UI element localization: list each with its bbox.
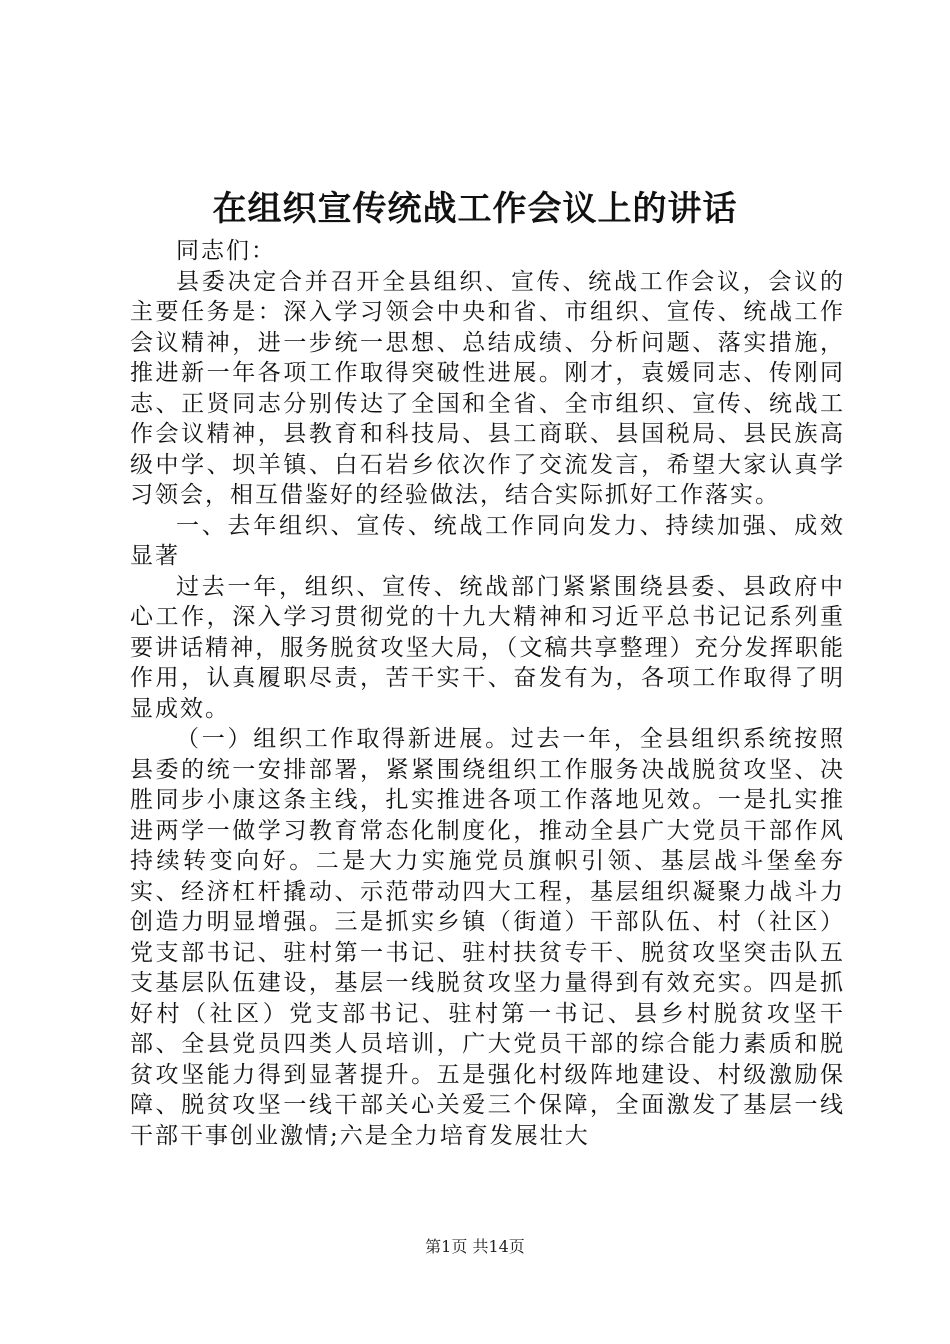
summary-paragraph: 过去一年，组织、宣传、统战部门紧紧围绕县委、县政府中心工作，深入学习贯彻党的十九大精神和习近平总书记记系列重要讲话精神，服务脱贫攻坚大局，（文稿共享整理）充分发挥职能作用，认真履职尽责，苦干实干、奋发有为，各项工作取得了明显成效。 bbox=[130, 573, 845, 722]
page-number: 第1页 共14页 bbox=[425, 1237, 525, 1256]
salutation-paragraph: 同志们： bbox=[176, 238, 276, 264]
document-body bbox=[130, 236, 845, 1151]
document-title: 在组织宣传统战工作会议上的讲话 bbox=[212, 189, 738, 229]
section-heading: 一、去年组织、宣传、统战工作同向发力、持续加强、成效显著 bbox=[130, 512, 845, 569]
organization-work-paragraph: （一）组织工作取得新进展。过去一年，全县组织系统按照县委的统一安排部署，紧紧围绕组织工作服务决战脱贫攻坚、决胜同步小康这条主线，扎实推进各项工作落地见效。一是扎实推进两学一做学习教育常态化制度化，推动全县广大党员干部作风持续转变向好。二是大力实施党员旗帜引领、基层战斗堡垒夯实、经济杠杆撬动、示范带动四大工程，基层组织凝聚力战斗力创造力明显增强。三是抓实乡镇（街道）干部队伍、村（社区）党支部书记、驻村第一书记、驻村扶贫专干、脱贫攻坚突击队五支基层队伍建设，基层一线脱贫攻坚力量得到有效充实。四是抓好村（社区）党支部书记、驻村第一书记、县乡村脱贫攻坚干部、全县党员四类人员培训，广大党员干部的综合能力素质和脱贫攻坚能力得到显著提升。五是强化村级阵地建设、村级激励保障、脱贫攻坚一线干部关心关爱三个保障，全面激发了基层一线干部干事创业激情;六是全力培育发展壮大 bbox=[130, 726, 845, 1149]
intro-paragraph: 县委决定合并召开全县组织、宣传、统战工作会议，会议的主要任务是：深入学习领会中央和省、市组织、宣传、统战工作会议精神，进一步统一思想、总结成绩、分析问题、落实措施，推进新一年各项工作取得突破性进展。刚才，袁媛同志、传刚同志、正贤同志分别传达了全国和全省、全市组织、宣传、统战工作会议精神，县教育和科技局、县工商联、县国税局、县民族高级中学、坝羊镇、白石岩乡依次作了交流发言，希望大家认真学习领会，相互借鉴好的经验做法，结合实际抓好工作落实。 bbox=[130, 268, 845, 508]
